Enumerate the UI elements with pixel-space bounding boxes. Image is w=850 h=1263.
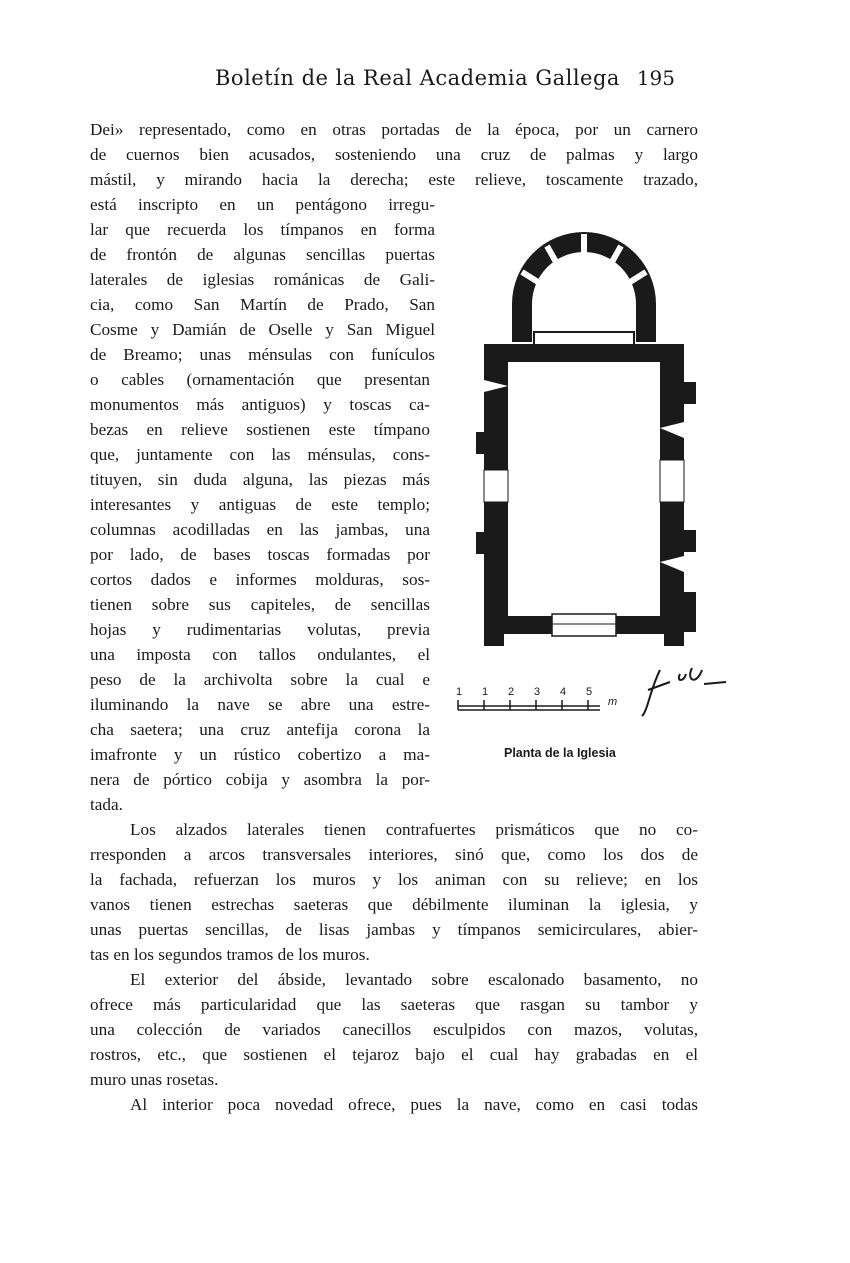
text-line: de Breamo; unas ménsulas con funículos	[90, 345, 435, 364]
text-line: tas en los segundos tramos de los muros.	[90, 945, 370, 964]
buttress	[484, 632, 504, 646]
text-line: de frontón de algunas sencillas puertas	[90, 245, 435, 264]
text-line: tienen sobre sus capiteles, de sencillas	[90, 595, 430, 614]
buttress	[664, 632, 684, 646]
west-door	[552, 614, 616, 636]
buttress	[476, 432, 486, 454]
text-line: bezas en relieve sostienen este tímpano	[90, 420, 430, 439]
text-line: una colección de variados canecillos esculpidos con mazos, volutas,	[90, 1020, 698, 1039]
text-line: monumentos más antiguos) y toscas ca-	[90, 395, 430, 414]
journal-title: Boletín de la Real Academia Gallega	[215, 66, 620, 90]
buttress	[682, 530, 696, 552]
figure-caption: Planta de la Iglesia	[504, 746, 616, 760]
text-line: imafronte y un rústico cobertizo a ma-	[90, 745, 430, 764]
text-line: de cuernos bien acusados, sosteniendo una cruz de palmas y largo	[90, 145, 698, 164]
text-line: lar que recuerda los tímpanos en forma	[90, 220, 435, 239]
text-line: ofrece más particularidad que las saeteras que rasgan su tambor y	[90, 995, 698, 1014]
text-line: interesantes y antiguas de este templo;	[90, 495, 430, 514]
text-line: cha saetera; una cruz antefija corona la	[90, 720, 430, 739]
text-line: la fachada, refuerzan los muros y los animan con su relieve; en los	[90, 870, 698, 889]
text-line: hojas y rudimentarias volutas, previa	[90, 620, 430, 639]
text-line: Cosme y Damián de Oselle y San Miguel	[90, 320, 435, 339]
text-line: nera de pórtico cobija y asombra la por-	[90, 770, 430, 789]
running-header	[215, 66, 675, 96]
artist-signature	[640, 660, 740, 720]
text-line: cia, como San Martín de Prado, San	[90, 295, 435, 314]
scale-tick-label: 3	[534, 686, 541, 698]
scale-unit-label: m	[608, 696, 618, 708]
scale-tick-label: 2	[508, 686, 515, 698]
scale-bar	[458, 700, 600, 710]
buttress	[682, 592, 696, 632]
buttress	[682, 382, 696, 404]
scale-tick-label: 4	[560, 686, 567, 698]
text-line: vanos tienen estrechas saeteras que débilmente iluminan la iglesia, y	[90, 895, 698, 914]
text-line: Los alzados laterales tienen contrafuertes prismáticos que no co-	[130, 820, 698, 839]
text-line: rresponden a arcos transversales interiores, sinó que, como los dos de	[90, 845, 698, 864]
text-line: muro unas rosetas.	[90, 1070, 219, 1089]
text-line: Dei» representado, como en otras portadas de la época, por un carnero	[90, 120, 698, 139]
text-line: tada.	[90, 795, 123, 814]
text-line: El exterior del ábside, levantado sobre escalonado basamento, no	[130, 970, 698, 989]
text-line: iluminando la nave se abre una estre-	[90, 695, 430, 714]
text-line: por lado, de bases toscas formadas por	[90, 545, 430, 564]
text-line: que, juntamente con las ménsulas, cons-	[90, 445, 430, 464]
text-line: peso de la archivolta sobre la cual e	[90, 670, 430, 689]
page-number: 195	[636, 66, 675, 90]
text-line: tituyen, sin duda alguna, las piezas más	[90, 470, 430, 489]
text-line: columnas acodilladas en las jambas, una	[90, 520, 430, 539]
text-line: mástil, y mirando hacia la derecha; este relieve, toscamente trazado,	[90, 170, 698, 189]
text-line: rostros, etc., que sostienen el tejaroz bajo el cual hay grabadas en el	[90, 1045, 698, 1064]
text-line: unas puertas sencillas, de lisas jambas y tímpanos semicirculares, abier-	[90, 920, 698, 939]
text-line: una imposta con tallos ondulantes, el	[90, 645, 430, 664]
buttress	[476, 532, 486, 554]
scale-tick-label: 1	[456, 686, 463, 698]
text-line: Al interior poca novedad ofrece, pues la nave, como en casi todas	[130, 1095, 698, 1114]
text-line: o cables (ornamentación que presentan	[90, 370, 430, 389]
nave-interior	[508, 362, 660, 616]
text-line: está inscripto en un pentágono irregu-	[90, 195, 435, 214]
text-line: laterales de iglesias románicas de Gali-	[90, 270, 435, 289]
scale-tick-label: 5	[586, 686, 593, 698]
text-line: cortos dados e informes molduras, sos-	[90, 570, 430, 589]
scale-tick-label: 1	[482, 686, 489, 698]
